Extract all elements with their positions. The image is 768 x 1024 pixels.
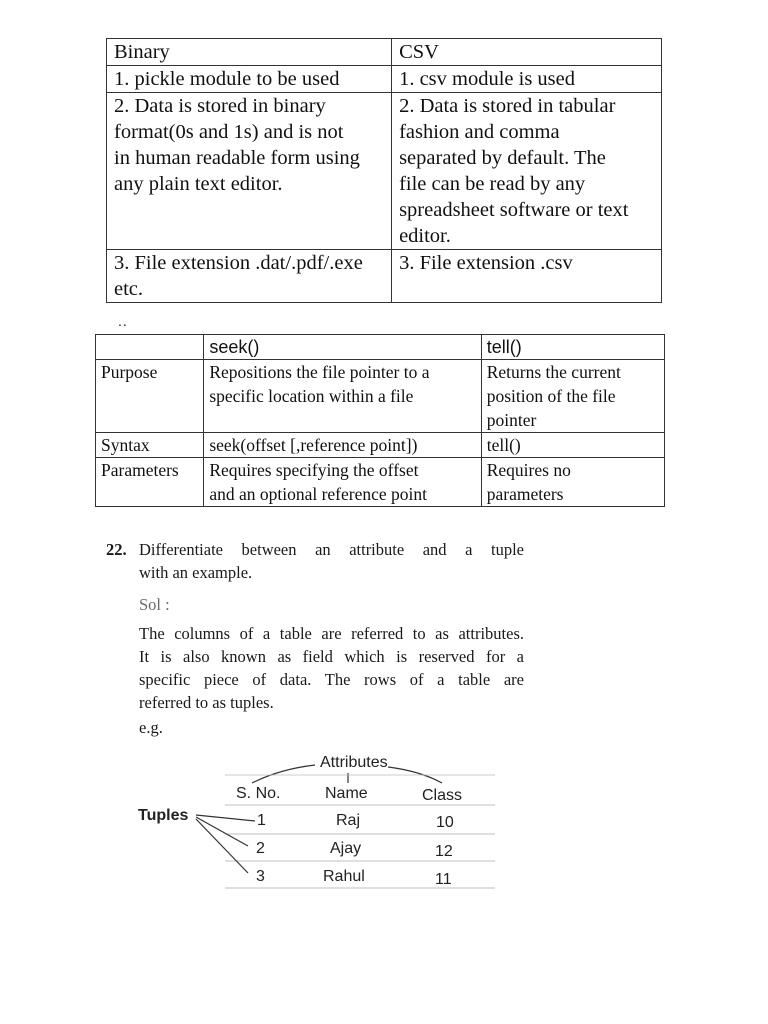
attributes-tuples-figure [130, 745, 500, 895]
attributes-arrow-sno [252, 765, 315, 783]
seek-cell [204, 360, 481, 433]
tuples-arrow-3 [196, 819, 248, 873]
cell-line: 2. Data is stored in tabular [399, 95, 616, 117]
header-tell: tell() [481, 335, 664, 360]
cell-line: spreadsheet software or text [399, 199, 629, 221]
csv-cell [392, 93, 662, 250]
seek-cell [204, 458, 481, 507]
row-key: Syntax [96, 433, 204, 458]
header-empty [96, 335, 204, 360]
row-sno: 1 [257, 812, 266, 829]
cell-line: seek(offset [,reference point]) [209, 435, 418, 455]
row-name: Ajay [330, 840, 362, 857]
cell-line: etc. [114, 278, 144, 300]
cell-line: 1. pickle module to be used [114, 68, 340, 90]
cell-line: 3. File extension .csv [399, 252, 573, 274]
column-header-class: Class [422, 787, 463, 804]
header-binary: Binary [107, 39, 392, 66]
cell-line: any plain text editor. [114, 173, 283, 195]
table-header-row [96, 335, 665, 360]
cell-line: 3. File extension .dat/.pdf/.exe [114, 252, 363, 274]
cell-line: Returns the current [486, 362, 621, 382]
seek-cell [204, 433, 481, 458]
tell-cell [481, 433, 664, 458]
tuples-label: Tuples [138, 807, 189, 824]
answer-line: specific piece of data. The rows of a table are [139, 670, 524, 689]
cell-line: position of the file [486, 386, 616, 406]
tell-cell [481, 360, 664, 433]
row-class: 10 [436, 814, 454, 831]
tuples-arrow-1 [196, 815, 255, 821]
cell-line: editor. [399, 225, 451, 247]
cell-line: Repositions the file pointer to a [209, 362, 430, 382]
csv-cell [392, 66, 662, 93]
row-sno: 2 [256, 840, 265, 857]
table-row [96, 433, 665, 458]
row-key: Purpose [96, 360, 204, 433]
binary-cell [107, 250, 392, 303]
row-key: Parameters [96, 458, 204, 507]
cell-line: Requires specifying the offset [209, 460, 419, 480]
cell-line: and an optional reference point [209, 484, 428, 504]
binary-cell [107, 66, 392, 93]
attributes-label: Attributes [320, 754, 388, 771]
table-header-row [107, 39, 662, 66]
column-header-name: Name [325, 785, 368, 802]
binary-vs-csv-table [106, 38, 662, 303]
row-name: Raj [336, 812, 361, 829]
question-line: with an example. [139, 563, 253, 582]
table-row [107, 66, 662, 93]
answer-line: referred to as tuples. [139, 693, 274, 712]
cell-line: format(0s and 1s) and is not [114, 121, 344, 143]
csv-cell [392, 250, 662, 303]
cell-line: specific location within a file [209, 386, 414, 406]
header-seek: seek() [204, 335, 481, 360]
row-sno: 3 [256, 868, 265, 885]
binary-cell [107, 93, 392, 250]
row-name: Rahul [323, 868, 365, 885]
cell-line: in human readable form using [114, 147, 360, 169]
table-row [107, 250, 662, 303]
row-class: 11 [435, 871, 452, 888]
separator-mark: .. [118, 313, 128, 329]
cell-line: Requires no [486, 460, 571, 480]
table-row [96, 360, 665, 433]
seek-vs-tell-table [95, 334, 665, 507]
tell-cell [481, 458, 664, 507]
cell-line: fashion and comma [399, 121, 560, 143]
question-text [139, 538, 524, 584]
header-csv: CSV [392, 39, 662, 66]
cell-line: 2. Data is stored in binary [114, 95, 326, 117]
question-line: Differentiate between an attribute and a tuple [139, 540, 524, 559]
cell-line: parameters [486, 484, 564, 504]
cell-line: tell() [486, 435, 521, 455]
answer-text [139, 622, 524, 714]
cell-line: separated by default. The [399, 147, 606, 169]
answer-line: It is also known as field which is reserved for a [139, 647, 524, 666]
question-number: 22. [106, 540, 127, 559]
cell-line: 1. csv module is used [399, 68, 576, 90]
row-class: 12 [435, 843, 453, 860]
example-label: e.g. [139, 718, 163, 737]
column-header-sno: S. No. [236, 785, 281, 802]
table-row [96, 458, 665, 507]
table-row [107, 93, 662, 250]
cell-line: pointer [486, 410, 537, 430]
tuples-arrow-2 [196, 817, 248, 846]
answer-line: The columns of a table are referred to as attributes. [139, 624, 524, 643]
solution-label: Sol : [139, 595, 170, 614]
cell-line: file can be read by any [399, 173, 586, 195]
